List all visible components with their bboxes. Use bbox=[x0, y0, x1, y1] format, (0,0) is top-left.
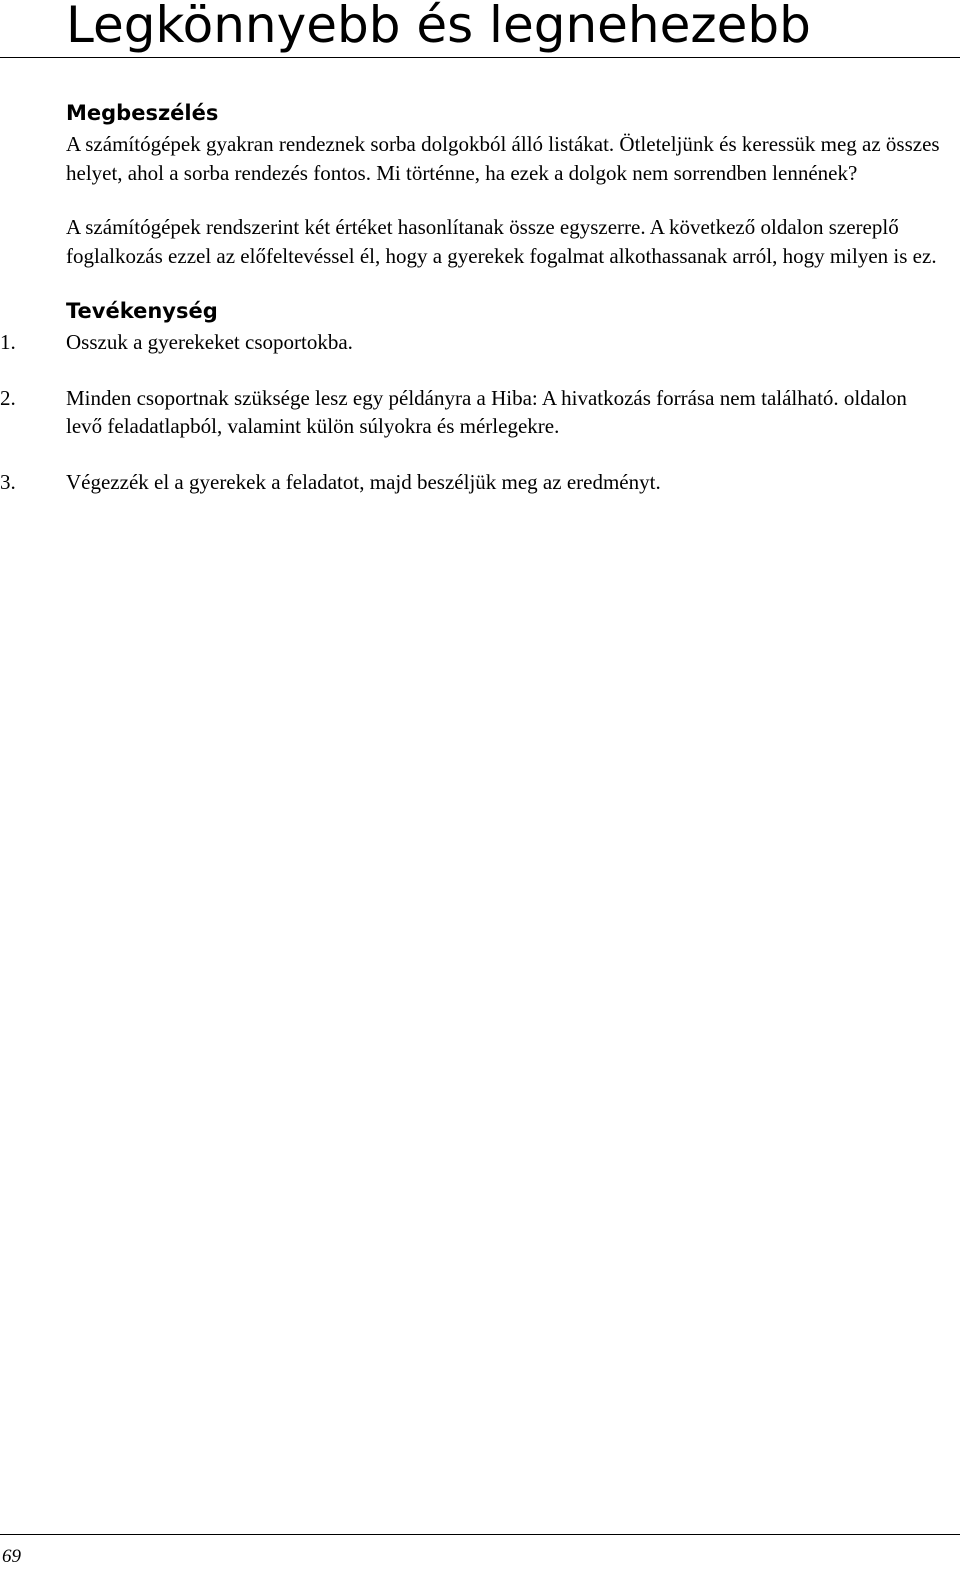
activity-steps bbox=[0, 328, 946, 496]
page-number: 69 bbox=[2, 1546, 21, 1567]
discussion-paragraph: A számítógépek gyakran rendeznek sorba dolgokból álló listákat. Ötleteljünk és keressük meg az összes helyet, ahol a sorba rendezés fontos. Mi történne, ha ezek a dolgok nem sorrendben lennének? bbox=[66, 132, 940, 185]
activity-step bbox=[0, 468, 946, 497]
page-title: Legkönnyebb és legnehezebb bbox=[66, 0, 811, 54]
footer-divider bbox=[0, 1534, 960, 1535]
step-number: 3. bbox=[0, 469, 16, 494]
step-number: 2. bbox=[0, 385, 16, 410]
discussion-heading: Megbeszélés bbox=[66, 101, 219, 125]
title-divider bbox=[0, 57, 960, 58]
activity-heading: Tevékenység bbox=[66, 299, 218, 323]
activity-step bbox=[0, 328, 946, 357]
activity-section bbox=[0, 294, 946, 496]
step-number: 1. bbox=[0, 330, 16, 354]
step-text: Osszuk a gyerekeket csoportokba. bbox=[66, 330, 353, 354]
activity-step bbox=[0, 384, 946, 441]
step-text: Minden csoportnak szüksége lesz egy példányra a Hiba: A hivatkozás forrása nem található. oldalon levő feladatlapból, valamint külön súlyokra és mérlegekre. bbox=[66, 385, 907, 438]
step-text: Végezzék el a gyerekek a feladatot, majd beszéljük meg az eredményt. bbox=[66, 469, 661, 494]
discussion-paragraph: A számítógépek rendszerint két értéket hasonlítanak össze egyszerre. A következő oldalon szereplő foglalkozás ezzel az előfeltevéssel él, hogy a gyerekek fogalmat alkothassanak arról, hogy milyen is ez. bbox=[66, 215, 937, 268]
page-content bbox=[0, 96, 946, 496]
discussion-section bbox=[66, 96, 946, 270]
